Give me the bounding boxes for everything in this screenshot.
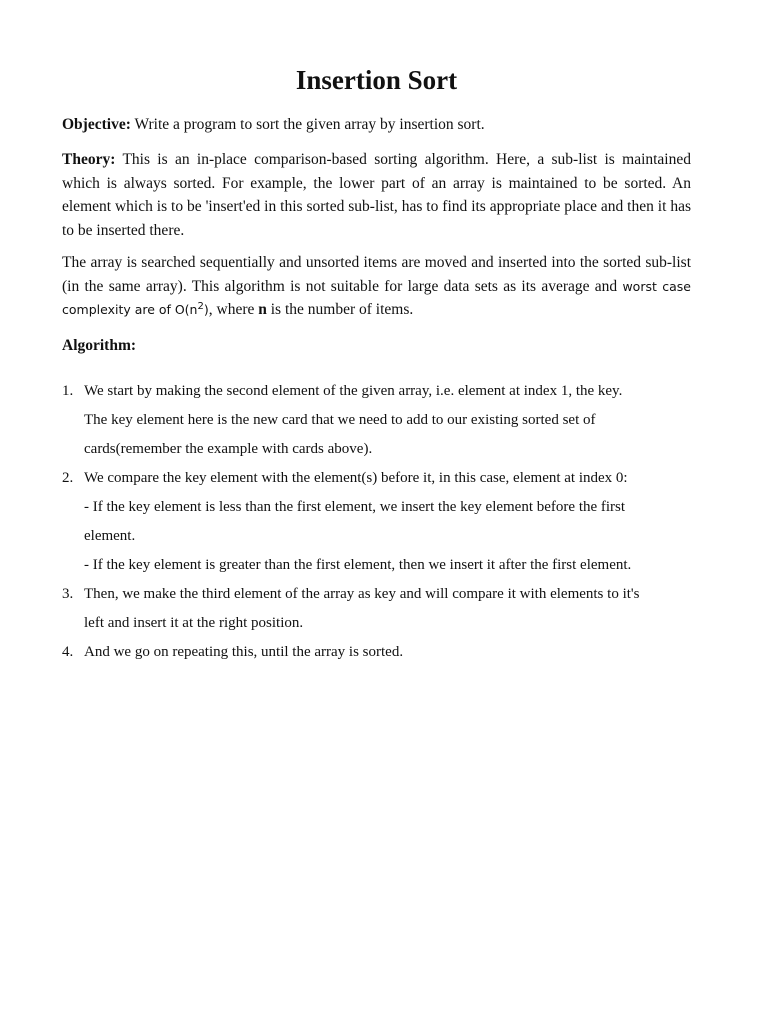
complexity-text-c: , where [208, 301, 255, 318]
step-line: Then, we make the third element of the array as key and will compare it with elements to it's [84, 585, 640, 602]
step-number: 3. [62, 585, 74, 602]
step-line: The key element here is the new card that we need to add to our existing sorted set of [84, 411, 596, 428]
step-line: element. [84, 527, 136, 544]
page-title: Insertion Sort [295, 65, 458, 95]
step-number: 1. [62, 382, 74, 399]
step-line: - If the key element is greater than the first element, then we insert it after the first element. [84, 556, 632, 573]
complexity-exponent: 2 [197, 300, 204, 312]
list-item [62, 580, 691, 638]
theory-label: Theory: [62, 151, 116, 168]
step-line: And we go on repeating this, until the array is sorted. [84, 643, 404, 660]
algorithm-steps [62, 377, 691, 667]
theory-paragraph [62, 148, 691, 242]
step-line: - If the key element is less than the first element, we insert the key element before the first [84, 498, 626, 515]
step-number: 2. [62, 469, 74, 486]
step-number: 4. [62, 643, 74, 660]
list-item [62, 377, 691, 464]
algorithm-heading: Algorithm: [62, 336, 137, 354]
step-line: cards(remember the example with cards above). [84, 440, 373, 457]
objective-label: Objective: [62, 116, 131, 133]
complexity-close: ) [203, 302, 209, 317]
step-line: We compare the key element with the element(s) before it, in this case, element at index 0: [84, 469, 628, 486]
theory-text: This is an in-place comparison-based sorting algorithm. Here, a sub-list is maintained which is always sorted. For example, the lower part of an array is maintained to be sorted. An element which is to be 'insert'ed in this sorted sub-list, has to find its appropriate place and then it has to be inserted there. [62, 151, 691, 239]
document-page [62, 62, 691, 667]
complexity-text-b: worst case complexity are of [62, 278, 691, 317]
complexity-base: O(n [174, 302, 198, 317]
complexity-formula [175, 302, 209, 317]
complexity-paragraph [62, 251, 691, 322]
objective-paragraph [62, 113, 691, 136]
list-item [62, 464, 691, 580]
complexity-text-d: is the number of items. [270, 301, 414, 318]
step-line: left and insert it at the right position. [84, 614, 304, 631]
objective-text: Write a program to sort the given array by insertion sort. [134, 116, 485, 133]
list-item [62, 638, 691, 667]
step-line: We start by making the second element of the given array, i.e. element at index 1, the key. [84, 382, 623, 399]
n-variable: n [258, 301, 267, 318]
complexity-text-a: The array is searched sequentially and unsorted items are moved and inserted into the sorted sub-list (in the same array). This algorithm is not suitable for large data sets as its average and [62, 254, 691, 295]
